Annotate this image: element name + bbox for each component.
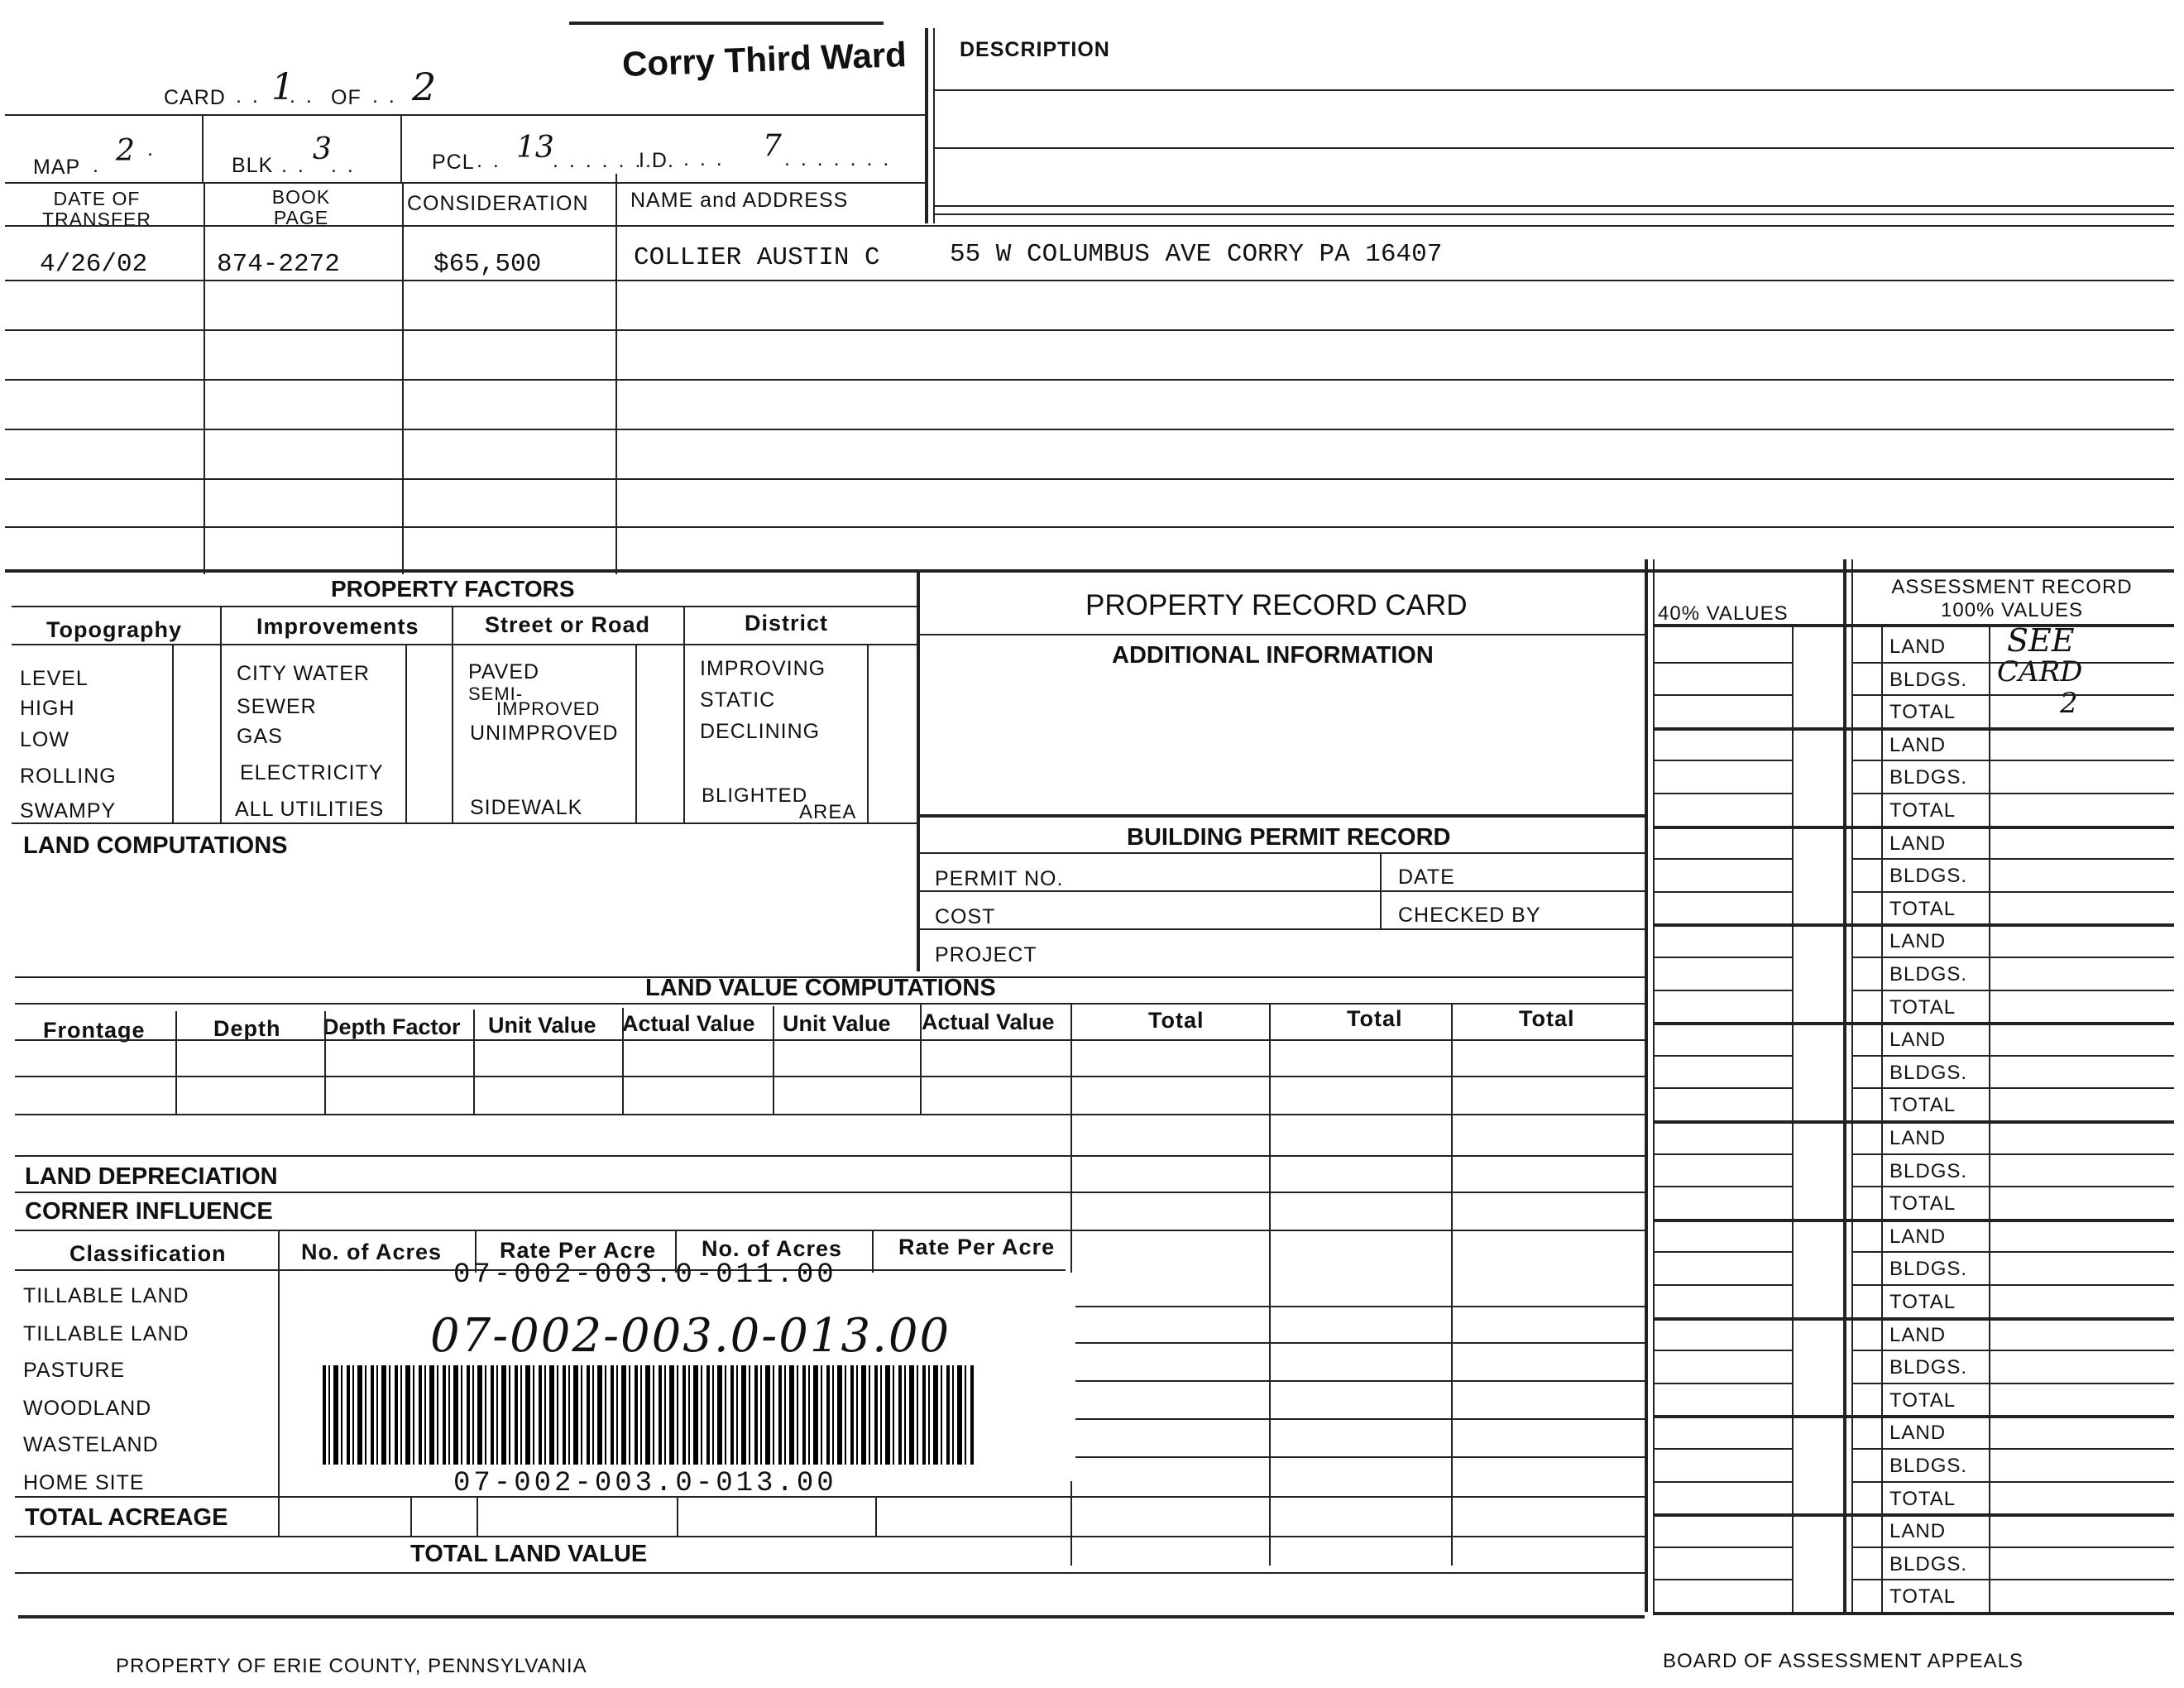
assessment-bldgs-label: BLDGS. bbox=[1889, 1159, 1968, 1182]
col-topography: Topography bbox=[46, 617, 182, 642]
assessment-bldgs-label: BLDGS. bbox=[1889, 865, 1968, 888]
class-tillable-1: TILLABLE LAND bbox=[23, 1284, 189, 1307]
class-tillable-2: TILLABLE LAND bbox=[23, 1322, 189, 1345]
map-value: 2 bbox=[116, 134, 135, 168]
col-actual-value-1: Actual Value bbox=[622, 1011, 755, 1036]
barcode-bars bbox=[323, 1365, 976, 1465]
assessment-land-label: LAND bbox=[1889, 1127, 1947, 1149]
imp-electricity: ELECTRICITY bbox=[240, 761, 384, 784]
blk-value: 3 bbox=[313, 132, 332, 166]
id-value: 7 bbox=[763, 129, 782, 163]
col-actual-value-2: Actual Value bbox=[922, 1009, 1055, 1034]
assessment-total-label: TOTAL bbox=[1889, 1192, 1956, 1216]
col-classification: Classification bbox=[69, 1241, 227, 1266]
street-unimproved: UNIMPROVED bbox=[470, 722, 619, 745]
assessment-bldgs-label: BLDGS. bbox=[1889, 1455, 1968, 1477]
total-acreage-label: TOTAL ACREAGE bbox=[25, 1504, 228, 1531]
assessment-total-label: TOTAL bbox=[1889, 1487, 1956, 1510]
ward-title: Corry Third Ward bbox=[621, 35, 908, 84]
assessment-land-label: LAND bbox=[1889, 930, 1947, 953]
assessment-total-label: TOTAL bbox=[1889, 799, 1956, 822]
assessment-note-see: SEE bbox=[2007, 622, 2075, 659]
total-land-value-label: TOTAL LAND VALUE bbox=[410, 1541, 648, 1567]
assessment-land-label: LAND bbox=[1889, 733, 1947, 756]
col-total-2: Total bbox=[1347, 1006, 1403, 1031]
card-number: 1 bbox=[271, 66, 295, 108]
transfer-date: 4/26/02 bbox=[40, 250, 148, 279]
col-rate-per-acre-2: Rate Per Acre bbox=[898, 1235, 1056, 1259]
card-total: 2 bbox=[412, 65, 437, 109]
col-book-page: BOOK PAGE bbox=[271, 186, 331, 228]
land-depreciation-label: LAND DEPRECIATION bbox=[25, 1163, 278, 1190]
topo-low: LOW bbox=[20, 728, 69, 751]
additional-information-label: ADDITIONAL INFORMATION bbox=[1112, 642, 1434, 669]
assessment-land-label: LAND bbox=[1889, 832, 1947, 855]
property-factors-title: PROPERTY FACTORS bbox=[331, 576, 575, 602]
col-date-of-transfer: DATE OF TRANSFER bbox=[42, 188, 151, 230]
assessment-bldgs-label: BLDGS. bbox=[1889, 1356, 1968, 1379]
footer-left: PROPERTY OF ERIE COUNTY, PENNSYLVANIA bbox=[116, 1655, 587, 1677]
permit-checked-by-label: CHECKED BY bbox=[1398, 904, 1541, 927]
assessment-total-label: TOTAL bbox=[1889, 1291, 1956, 1313]
of-label: OF bbox=[331, 86, 362, 109]
topo-high: HIGH bbox=[20, 697, 75, 720]
col-frontage: Frontage bbox=[43, 1018, 146, 1043]
col-street-road: Street or Road bbox=[485, 612, 651, 637]
col-depth: Depth bbox=[213, 1016, 281, 1041]
col-unit-value-1: Unit Value bbox=[488, 1013, 596, 1038]
assessment-land-label: LAND bbox=[1889, 1225, 1947, 1248]
permit-project-label: PROJECT bbox=[935, 943, 1037, 966]
assessment-bldgs-label: BLDGS. bbox=[1889, 668, 1968, 691]
transfer-book-page: 874-2272 bbox=[217, 250, 340, 279]
barcode-top-text: 07-002-003.0-011.00 bbox=[453, 1259, 837, 1291]
permit-date-label: DATE bbox=[1398, 866, 1455, 889]
assessment-note-card: CARD bbox=[1997, 655, 2083, 688]
assessment-note-2: 2 bbox=[2060, 687, 2078, 720]
class-pasture: PASTURE bbox=[23, 1359, 126, 1382]
class-wasteland: WASTELAND bbox=[23, 1433, 159, 1456]
transfer-name: COLLIER AUSTIN C bbox=[634, 243, 880, 272]
col-total-3: Total bbox=[1519, 1006, 1575, 1031]
assessment-total-label: TOTAL bbox=[1889, 1585, 1956, 1609]
col-improvements: Improvements bbox=[256, 614, 419, 639]
property-record-card-title: PROPERTY RECORD CARD bbox=[1085, 589, 1468, 621]
land-computations-label: LAND COMPUTATIONS bbox=[23, 832, 288, 859]
district-blighted: BLIGHTED bbox=[702, 784, 808, 807]
transfer-address: 55 W COLUMBUS AVE CORRY PA 16407 bbox=[950, 240, 1443, 269]
col-consideration: CONSIDERATION bbox=[407, 192, 589, 215]
col-depth-factor: Depth Factor bbox=[323, 1014, 461, 1039]
col-unit-value-2: Unit Value bbox=[783, 1011, 891, 1036]
assessment-bldgs-label: BLDGS. bbox=[1889, 963, 1968, 985]
topo-rolling: ROLLING bbox=[20, 765, 117, 788]
assessment-land-label: LAND bbox=[1889, 1422, 1947, 1445]
permit-no-label: PERMIT NO. bbox=[935, 867, 1064, 890]
barcode-handwritten-id: 07-002-003.0-013.00 bbox=[430, 1309, 951, 1363]
footer-right: BOARD OF ASSESSMENT APPEALS bbox=[1663, 1650, 2024, 1672]
street-improved: IMPROVED bbox=[496, 698, 601, 719]
permit-cost-label: COST bbox=[935, 905, 996, 928]
assessment-bldgs-label: BLDGS. bbox=[1889, 1061, 1968, 1084]
pcl-value: 13 bbox=[516, 131, 554, 165]
district-area: AREA bbox=[799, 801, 857, 823]
assessment-land-label: LAND bbox=[1889, 635, 1947, 658]
district-improving: IMPROVING bbox=[700, 657, 826, 680]
district-static: STATIC bbox=[700, 688, 776, 712]
assessment-total-label: TOTAL bbox=[1889, 897, 1956, 920]
imp-sewer: SEWER bbox=[237, 695, 317, 718]
assessment-bldgs-label: BLDGS. bbox=[1889, 1552, 1968, 1575]
assessment-land-label: LAND bbox=[1889, 1029, 1947, 1052]
class-home-site: HOME SITE bbox=[23, 1471, 145, 1494]
col-name-address: NAME and ADDRESS bbox=[630, 189, 849, 212]
pcl-label: PCL bbox=[432, 151, 475, 174]
id-label: I.D. bbox=[639, 149, 674, 172]
corner-influence-label: CORNER INFLUENCE bbox=[25, 1198, 273, 1225]
col-rate-per-acre-1: Rate Per Acre bbox=[500, 1238, 657, 1263]
imp-gas: GAS bbox=[237, 725, 283, 748]
street-sidewalk: SIDEWALK bbox=[470, 796, 583, 819]
transfer-consideration: $65,500 bbox=[433, 250, 542, 279]
assessment-land-label: LAND bbox=[1889, 1520, 1947, 1543]
topo-level: LEVEL bbox=[20, 667, 89, 690]
card-label: CARD bbox=[164, 86, 226, 109]
class-woodland: WOODLAND bbox=[23, 1397, 152, 1420]
assessment-land-label: LAND bbox=[1889, 1323, 1947, 1346]
imp-city-water: CITY WATER bbox=[237, 662, 370, 685]
building-permit-title: BUILDING PERMIT RECORD bbox=[1127, 824, 1451, 851]
col-no-acres-1: No. of Acres bbox=[301, 1240, 443, 1264]
col-no-acres-2: No. of Acres bbox=[702, 1236, 843, 1261]
land-value-computations-label: LAND VALUE COMPUTATIONS bbox=[645, 975, 996, 1001]
description-label: DESCRIPTION bbox=[960, 38, 1110, 61]
imp-all-utilities: ALL UTILITIES bbox=[235, 798, 385, 821]
assessment-bldgs-label: BLDGS. bbox=[1889, 766, 1968, 789]
assessment-total-label: TOTAL bbox=[1889, 1094, 1956, 1117]
street-semi: SEMI- bbox=[468, 683, 524, 704]
barcode-label bbox=[285, 1259, 1075, 1499]
assessment-total-label: TOTAL bbox=[1889, 1388, 1956, 1412]
district-declining: DECLINING bbox=[700, 720, 821, 743]
blk-label: BLK bbox=[232, 154, 274, 177]
values-40-label: 40% VALUES bbox=[1658, 602, 1789, 625]
assessment-total-label: TOTAL bbox=[1889, 995, 1956, 1019]
assessment-bldgs-label: BLDGS. bbox=[1889, 1258, 1968, 1281]
col-district: District bbox=[745, 611, 829, 635]
assessment-total-label: TOTAL bbox=[1889, 701, 1956, 724]
topo-swampy: SWAMPY bbox=[20, 799, 117, 822]
col-total-1: Total bbox=[1148, 1008, 1205, 1033]
street-paved: PAVED bbox=[468, 660, 540, 683]
barcode-bottom-text: 07-002-003.0-013.00 bbox=[453, 1468, 837, 1499]
assessment-record-title: ASSESSMENT RECORD 100% VALUES bbox=[1891, 576, 2133, 621]
map-label: MAP bbox=[33, 156, 81, 179]
